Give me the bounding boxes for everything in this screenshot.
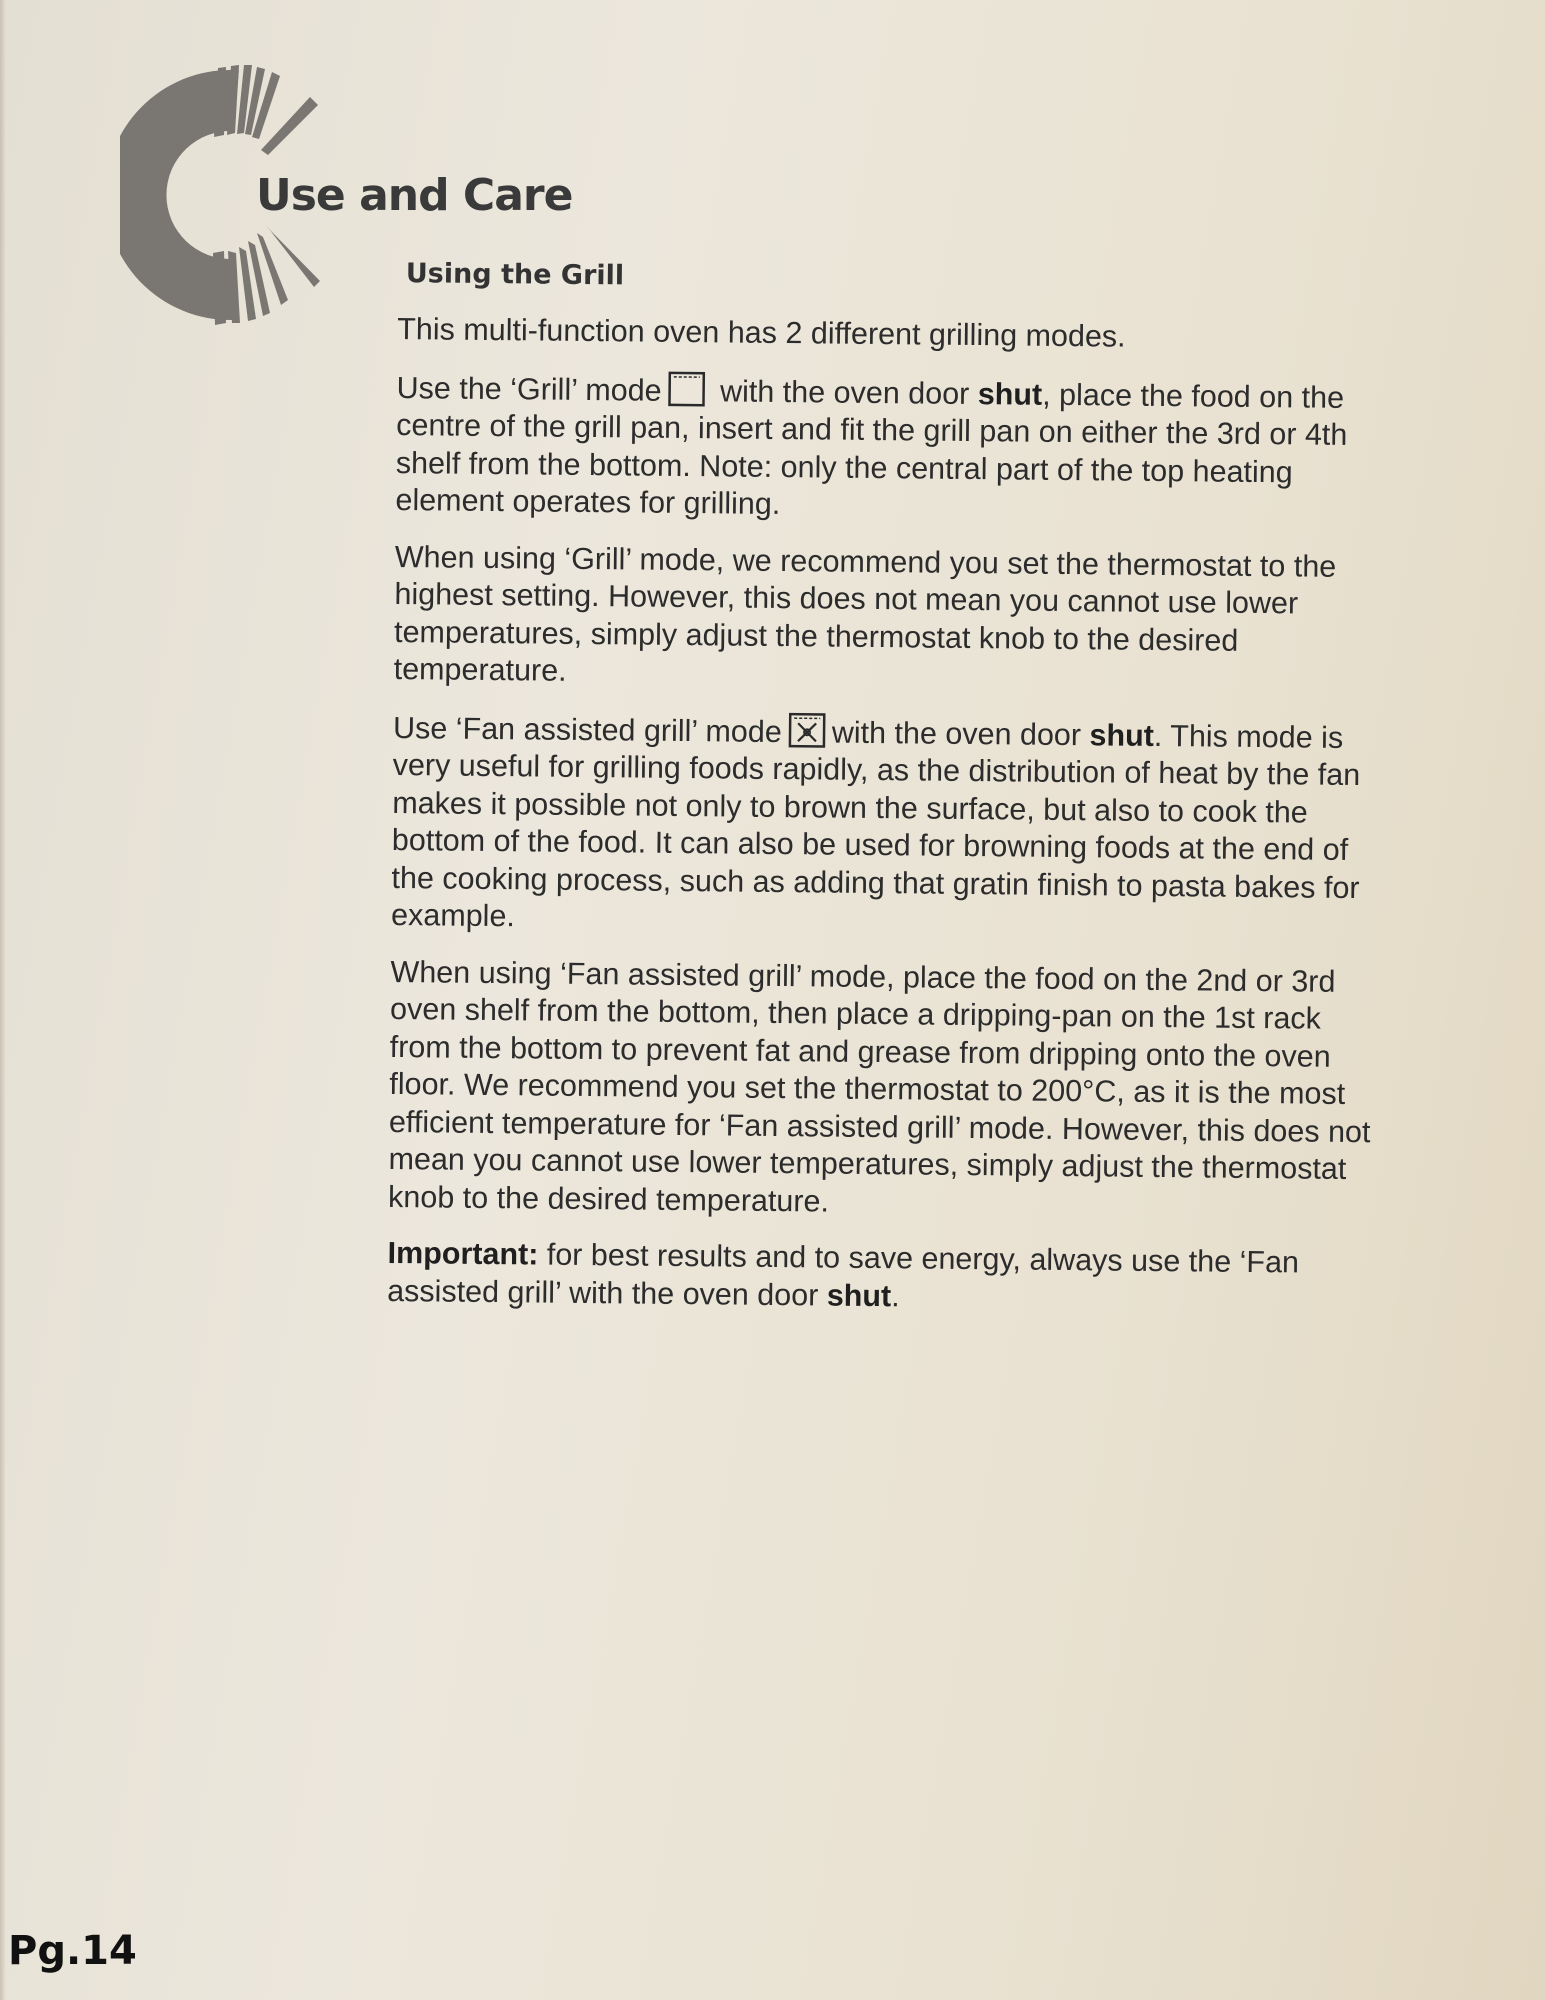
- page-edge-shadow: [0, 0, 6, 2000]
- fan-assisted-grill-mode-icon: [788, 712, 826, 748]
- paragraph-important-note: Important: for best results and to save energy, always use the ‘Fan assisted grill’ with the oven door shut.: [387, 1235, 1300, 1313]
- paragraph-grill-mode: Use the ‘Grill’ mode with the oven door shut, place the food on the centre of the grill pan, insert and fit the grill pan on either the 3rd or 4th shelf from the bottom. Note: only the central part of the top heating element operates for grilling.: [395, 370, 1348, 522]
- paragraph-fan-assisted-grill: Use ‘Fan assisted grill’ mode with the oven door shut. This mode is very useful for grilling foods rapidly, as the distribution of heat by the fan makes it possible not only to brown the surface, but also to cook the bottom of the food. It can also be used for browning foods at the end of the cooking process, such as adding that gratin finish to pasta bakes for example.: [390, 710, 1361, 934]
- subheading-using-the-grill: Using the Grill: [405, 258, 625, 292]
- paragraph-intro: This multi-function oven has 2 different grilling modes.: [397, 311, 1126, 354]
- paragraph-grill-thermostat: When using ‘Grill’ mode, we recommend you set the thermostat to the highest setting. However, this does not mean you cannot use lower temperatures, simply adjust the thermostat knob to the desired temperature.: [393, 539, 1337, 688]
- content-column: [387, 258, 1398, 1339]
- page-number: Pg.14: [8, 1928, 137, 1974]
- section-title: Use and Care: [256, 170, 573, 221]
- grill-mode-icon: [667, 370, 705, 406]
- paragraph-fan-assisted-grill-shelf: When using ‘Fan assisted grill’ mode, place the food on the 2nd or 3rd oven shelf from the bottom, then place a dripping-pan on the 1st rack from the bottom to prevent fat and grease from dripping onto the oven floor. We recommend you set the thermostat to 200°C, as it is the most efficient temperature for ‘Fan assisted grill’ mode. However, this does not mean you cannot use lower temperatures, simply adjust the thermostat knob to the desired temperature.: [387, 954, 1371, 1219]
